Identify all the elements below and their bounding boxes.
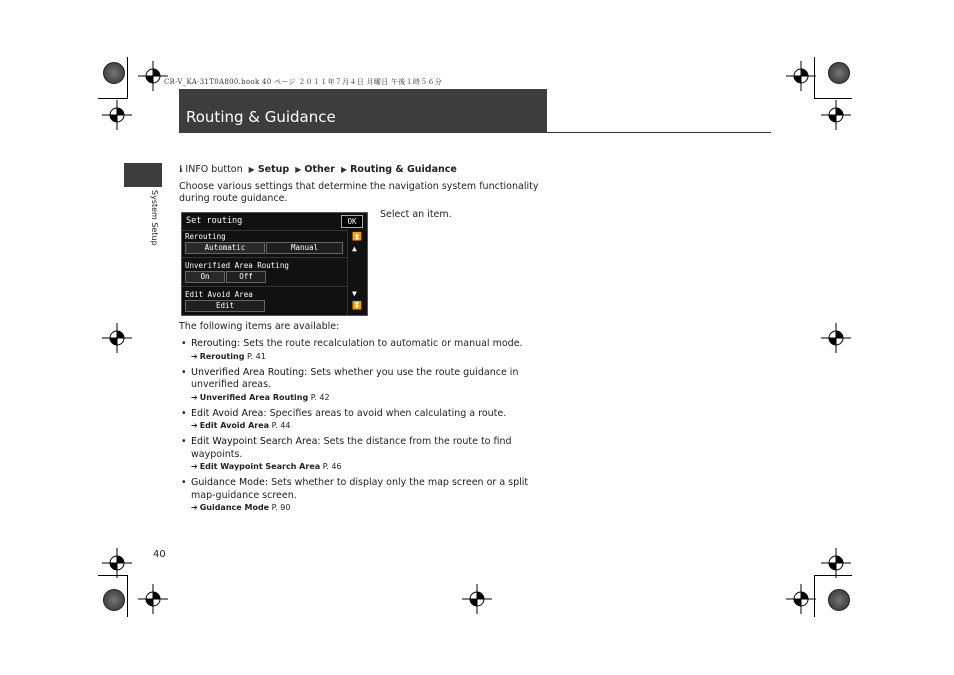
item-term: Rerouting xyxy=(191,338,237,349)
list-item xyxy=(179,367,551,404)
screen-divider xyxy=(182,257,347,258)
unverified-label: Unverified Area Routing xyxy=(185,261,289,270)
registration-mark-icon xyxy=(821,548,851,578)
rerouting-manual-button[interactable]: Manual xyxy=(266,242,343,254)
chapter-tab xyxy=(124,163,162,187)
registration-disc xyxy=(103,62,125,84)
bullet-icon: • xyxy=(181,338,187,349)
info-button-icon: ℹ xyxy=(179,165,183,175)
bullet-icon: • xyxy=(181,477,187,488)
breadcrumb-step-setup: Setup xyxy=(257,164,290,175)
section-title-bar xyxy=(179,89,547,133)
registration-mark-icon xyxy=(821,100,851,130)
item-term: Guidance Mode xyxy=(191,477,265,488)
select-item-caption: Select an item. xyxy=(380,209,452,220)
cross-reference[interactable] xyxy=(191,392,551,404)
cross-reference[interactable] xyxy=(191,502,551,514)
registration-mark-icon xyxy=(102,548,132,578)
registration-mark-icon xyxy=(786,61,816,91)
breadcrumb-step-routing: Routing & Guidance xyxy=(350,164,457,175)
book-meta-line: CR-V_KA-31T0A800.book 40 ページ ２０１１年７月４日 月曜日 午後１時５６分 xyxy=(164,78,443,86)
reference-page[interactable]: P. 44 xyxy=(271,421,291,430)
breadcrumb-arrow-icon: ▶ xyxy=(248,165,255,174)
rerouting-automatic-button[interactable]: Automatic xyxy=(185,242,265,254)
breadcrumb-arrow-icon: ▶ xyxy=(340,165,348,174)
item-term: Edit Avoid Area xyxy=(191,407,264,419)
breadcrumb-arrow-icon: ▶ xyxy=(295,165,302,174)
reference-title[interactable]: Rerouting xyxy=(199,351,245,361)
registration-mark-icon xyxy=(786,584,816,614)
rerouting-label: Rerouting xyxy=(185,232,226,241)
reference-arrow-icon: ➔ xyxy=(191,351,198,361)
registration-disc xyxy=(828,62,850,84)
reference-arrow-icon: ➔ xyxy=(191,503,198,512)
cross-reference[interactable] xyxy=(191,351,551,363)
nav-screen xyxy=(181,212,368,316)
unverified-off-button[interactable]: Off xyxy=(226,271,266,283)
item-desc: : Sets the distance from the route to find waypoints. xyxy=(191,436,512,460)
intro-paragraph: Choose various settings that determine the navigation system functionality during route guidance. xyxy=(179,181,539,204)
reference-page[interactable]: P. 41 xyxy=(246,351,266,361)
registration-disc xyxy=(103,589,125,611)
registration-mark-icon xyxy=(138,584,168,614)
item-term: Edit Waypoint Search Area xyxy=(191,436,318,447)
chapter-label: System Setup xyxy=(150,190,159,246)
breadcrumb-start: INFO button xyxy=(185,164,243,175)
item-desc: : Specifies areas to avoid when calculating a route. xyxy=(263,407,507,419)
breadcrumb-step-other: Other xyxy=(304,164,335,175)
reference-arrow-icon: ➔ xyxy=(191,421,198,430)
bullet-icon: • xyxy=(181,366,187,378)
items-intro: The following items are available: xyxy=(179,321,340,332)
avoid-area-label: Edit Avoid Area xyxy=(185,290,253,299)
screen-title: Set routing xyxy=(186,216,243,226)
reference-title[interactable]: Unverified Area Routing xyxy=(199,392,309,402)
items-list xyxy=(179,338,551,518)
up-arrow-icon[interactable]: ▲ xyxy=(352,244,357,253)
item-desc: : Sets whether to display only the map screen or a split map-guidance screen. xyxy=(191,477,529,501)
list-item xyxy=(179,477,551,514)
registration-mark-icon xyxy=(102,323,132,353)
cross-reference[interactable] xyxy=(191,420,551,432)
edit-avoid-area-button[interactable]: Edit xyxy=(185,300,265,312)
reference-title[interactable]: Edit Avoid Area xyxy=(199,421,270,430)
item-term: Unverified Area Routing xyxy=(191,366,305,378)
reference-title[interactable]: Edit Waypoint Search Area xyxy=(199,462,321,471)
list-item xyxy=(179,408,551,433)
reference-page[interactable]: P. 42 xyxy=(310,392,330,402)
item-desc: : Sets the route recalculation to automatic or manual mode. xyxy=(236,338,523,349)
ok-button[interactable]: OK xyxy=(341,215,363,228)
registration-mark-icon xyxy=(821,323,851,353)
down-arrow-icon[interactable]: ▼ xyxy=(352,289,357,298)
title-rule xyxy=(547,132,771,133)
registration-disc xyxy=(828,589,850,611)
registration-mark-icon xyxy=(462,584,492,614)
item-desc: : Sets whether you use the route guidance in unverified areas. xyxy=(191,366,519,390)
unverified-on-button[interactable]: On xyxy=(185,271,225,283)
reference-page[interactable]: P. 46 xyxy=(322,462,342,471)
cross-reference[interactable] xyxy=(191,461,551,473)
double-down-arrow-icon[interactable]: ⏬ xyxy=(352,301,362,310)
reference-title[interactable]: Guidance Mode xyxy=(199,503,270,512)
page-number: 40 xyxy=(153,549,166,560)
page-title: Routing & Guidance xyxy=(186,108,336,126)
list-item xyxy=(179,338,551,363)
bullet-icon: • xyxy=(181,436,187,447)
reference-arrow-icon: ➔ xyxy=(191,392,198,402)
screen-divider xyxy=(182,230,347,231)
double-up-arrow-icon[interactable]: ⏫ xyxy=(352,232,362,241)
registration-mark-icon xyxy=(102,100,132,130)
list-item xyxy=(179,436,551,473)
reference-page[interactable]: P. 90 xyxy=(271,503,291,512)
screen-divider xyxy=(182,286,347,287)
reference-arrow-icon: ➔ xyxy=(191,462,198,471)
breadcrumb xyxy=(179,164,457,175)
scroll-bar[interactable] xyxy=(347,230,367,315)
bullet-icon: • xyxy=(181,407,187,419)
